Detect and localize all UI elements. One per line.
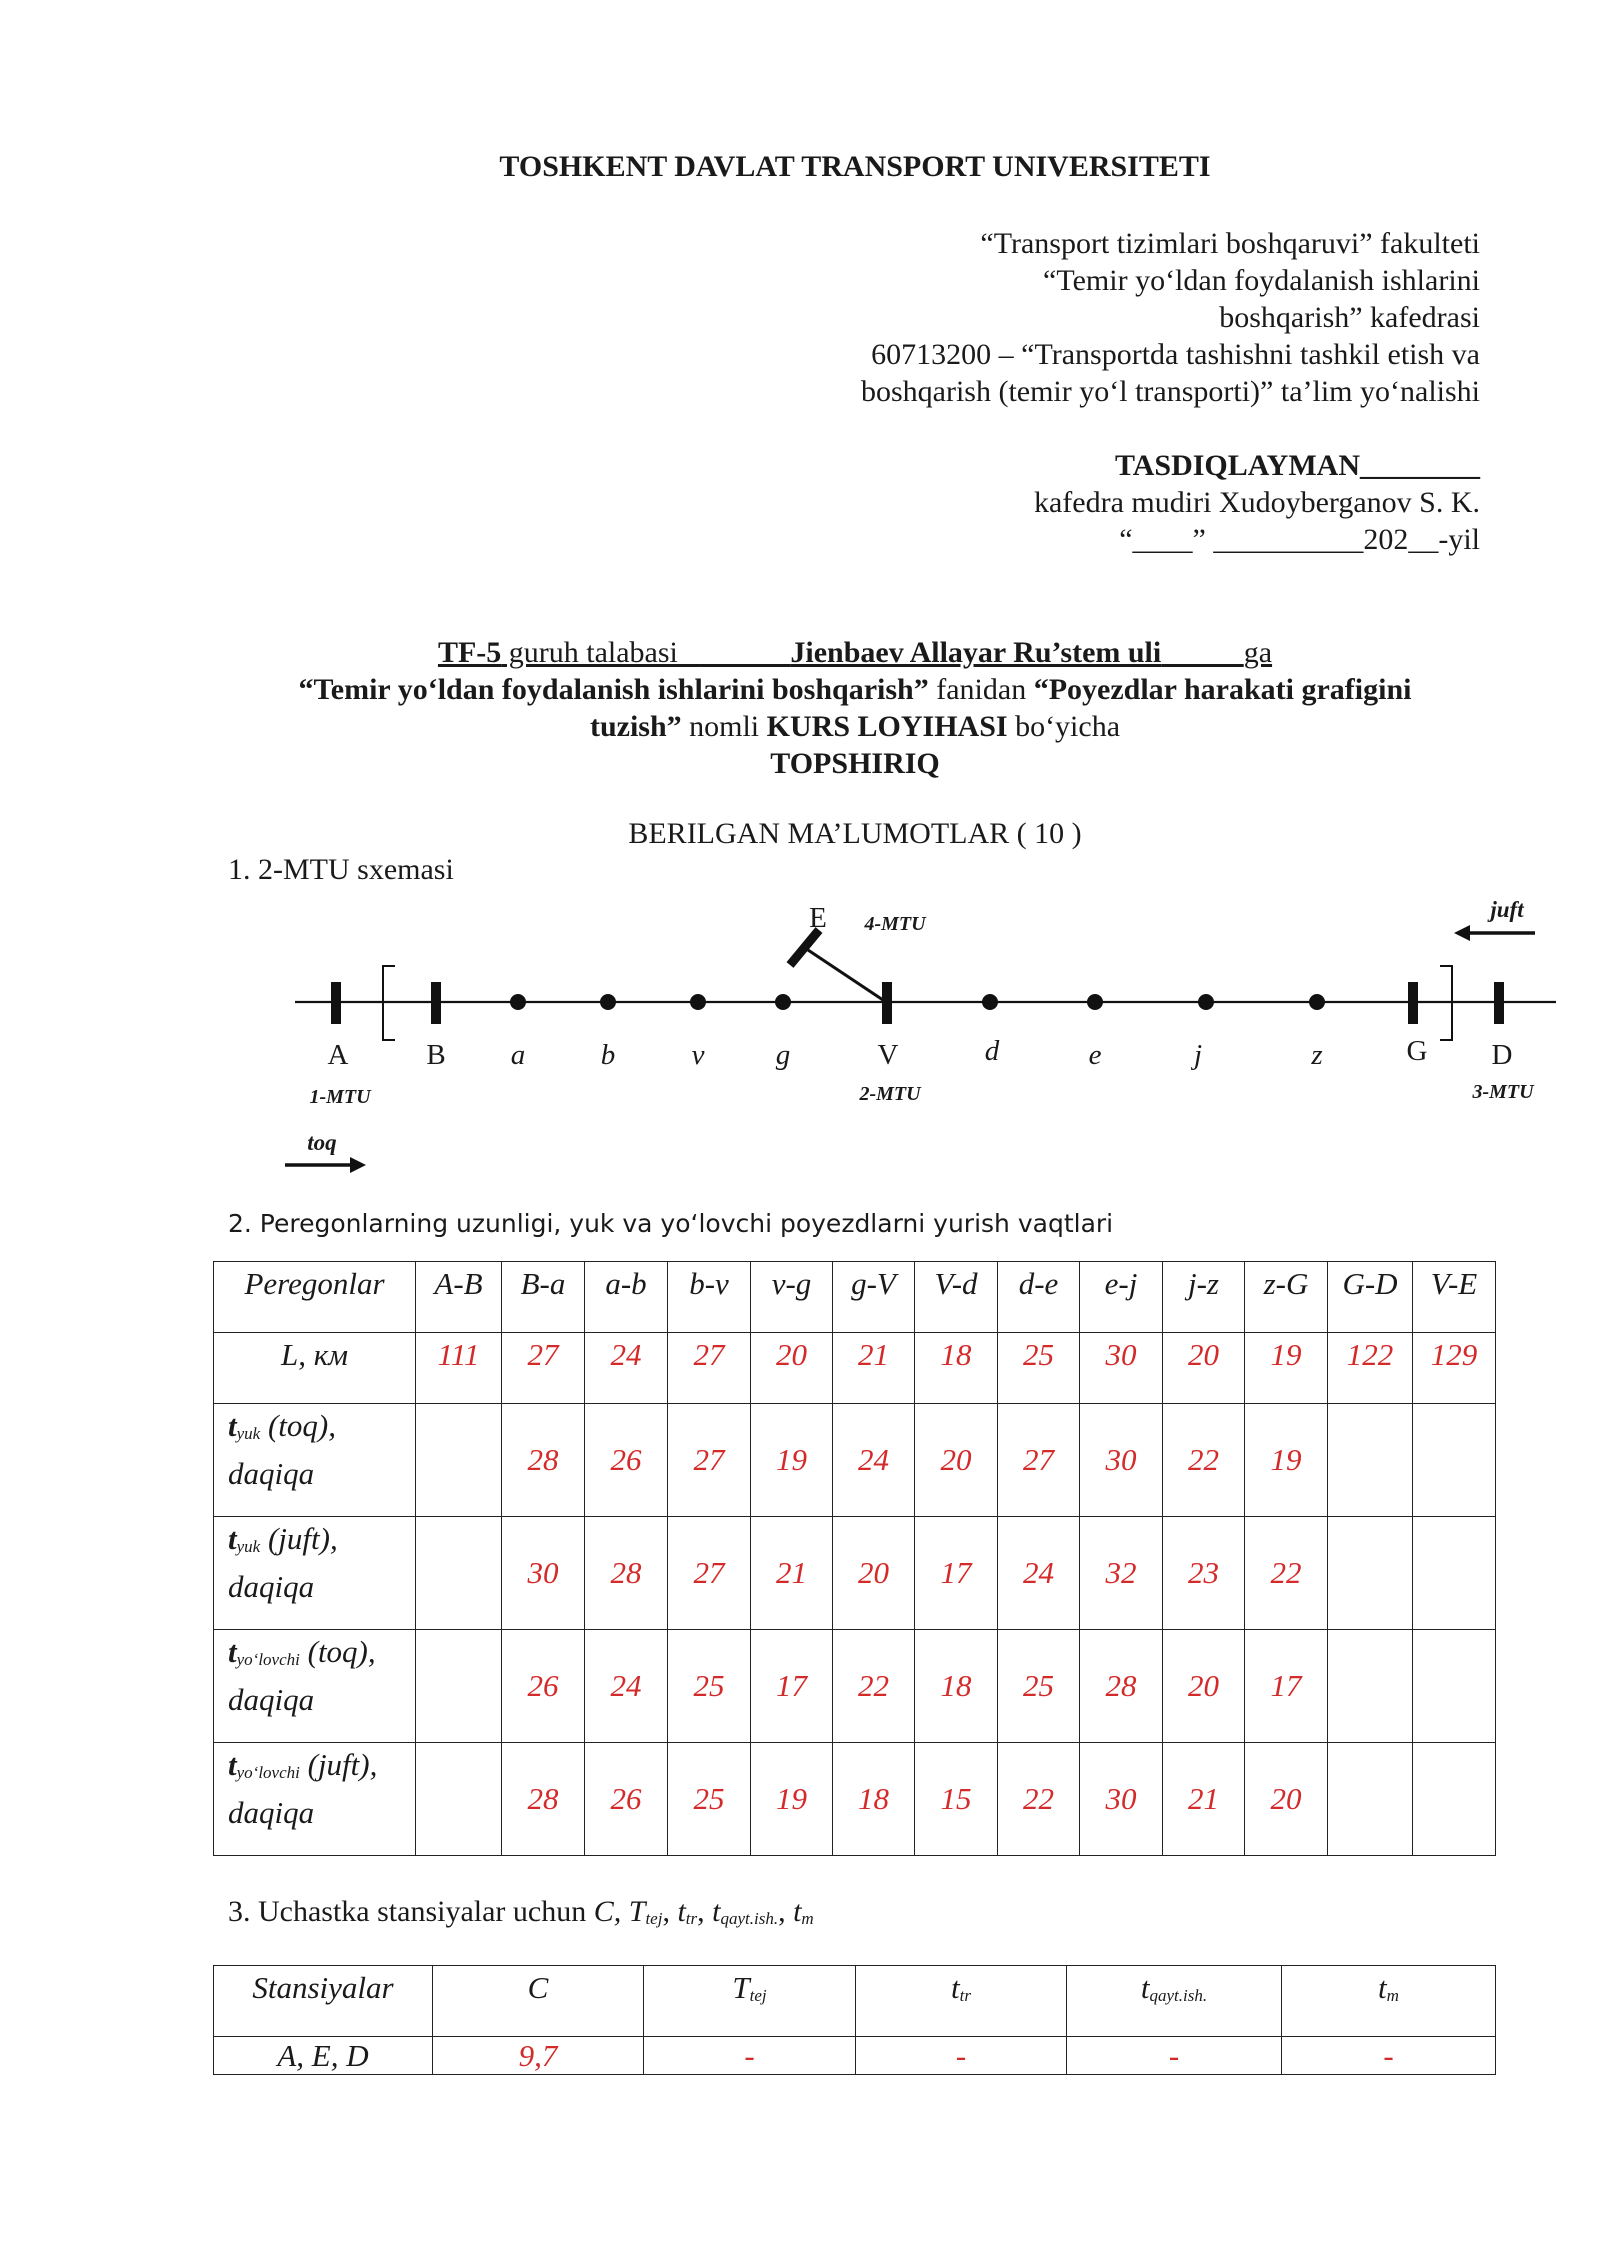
value-cell: 22 [998, 1743, 1080, 1856]
value-cell: 26 [585, 1743, 668, 1856]
faculty-line: boshqarish” kafedrasi [1219, 301, 1480, 334]
label-stop-d: d [984, 1035, 1000, 1067]
separator: , [662, 1895, 678, 1928]
section3-tqayt: t [712, 1895, 721, 1928]
label-stop-z: z [1311, 1039, 1323, 1071]
section3-tm: t [793, 1895, 802, 1928]
header-main: t [951, 1970, 960, 2005]
value-cell: 26 [502, 1630, 585, 1743]
label-juft-direction: juft [1490, 897, 1524, 922]
header-tm [1282, 1966, 1496, 2037]
faculty-block [580, 225, 1480, 410]
student-suffix: ga [1243, 636, 1273, 669]
value-cell: 24 [585, 1333, 668, 1404]
station-a-marker [331, 982, 341, 1024]
group-text: guruh talabasi _ [501, 636, 701, 669]
faculty-line: “Temir yo‘ldan foydalanish ishlarini [1043, 264, 1480, 297]
value-cell: 15 [915, 1743, 998, 1856]
value-cell [1413, 1404, 1496, 1517]
value-cell: 22 [833, 1630, 915, 1743]
value-cell: 20 [1163, 1630, 1245, 1743]
station-d-marker [1494, 982, 1504, 1024]
value-cell: 28 [1080, 1630, 1163, 1743]
value-cell: - [1067, 2037, 1282, 2075]
value-cell [1328, 1404, 1413, 1517]
label-stop-b: b [600, 1039, 616, 1071]
label-station-d: D [1491, 1039, 1513, 1071]
value-cell [1413, 1517, 1496, 1630]
header-cell: V-d [915, 1262, 998, 1333]
table-header-row [214, 1262, 1496, 1333]
subject-name: “Temir yo‘ldan foydalanish ishlarini boshqarish” [298, 673, 929, 706]
header-cell: V-E [1413, 1262, 1496, 1333]
header-cell: A-B [416, 1262, 502, 1333]
section3-title [228, 1893, 814, 1937]
row-label-t: t [228, 1747, 237, 1782]
label-stop-g: g [775, 1039, 791, 1071]
header-cell: g-V [833, 1262, 915, 1333]
value-cell: 30 [1080, 1404, 1163, 1517]
value-cell: 32 [1080, 1517, 1163, 1630]
table-row [214, 1404, 1496, 1517]
label-mtu3: 3-MTU [1472, 1081, 1534, 1103]
row-label-sub: yo‘lovchi [236, 1763, 300, 1782]
station-v-marker [882, 982, 892, 1024]
value-cell: 17 [751, 1630, 833, 1743]
row-label-unit: daqiqa [228, 1682, 315, 1717]
label-stop-v: v [691, 1039, 705, 1071]
station-g-marker [1408, 982, 1418, 1024]
table-row [214, 1743, 1496, 1856]
row-label-text: (juft), [260, 1521, 338, 1556]
kurs-text: KURS LOYIHASI [766, 710, 1008, 743]
section3-prefix: 3. Uchastka stansiyalar uchun [228, 1895, 594, 1928]
value-cell: 24 [585, 1630, 668, 1743]
separator: , [778, 1895, 794, 1928]
value-cell: 25 [668, 1630, 751, 1743]
value-cell: 21 [1163, 1743, 1245, 1856]
label-station-g: G [1406, 1035, 1428, 1067]
group-code: TF-5 [437, 636, 502, 669]
row-label-unit: daqiqa [228, 1795, 315, 1830]
value-cell: 19 [1245, 1404, 1328, 1517]
header-main: t [1378, 1970, 1387, 2005]
stop-j-dot [1198, 994, 1214, 1010]
value-cell: 26 [585, 1404, 668, 1517]
row-label-text: L, км [280, 1337, 349, 1372]
label-station-e: E [809, 902, 827, 934]
label-mtu2: 2-MTU [859, 1083, 921, 1105]
header-main: t [1140, 1970, 1150, 2005]
header-cell: b-v [668, 1262, 751, 1333]
section3-ttr: t [677, 1895, 686, 1928]
header-cell: v-g [751, 1262, 833, 1333]
header-cell: e-j [1080, 1262, 1163, 1333]
station-names-cell: A, E, D [214, 2037, 433, 2075]
value-cell: 27 [668, 1333, 751, 1404]
header-stansiyalar: Stansiyalar [214, 1966, 433, 2037]
header-cell: G-D [1328, 1262, 1413, 1333]
label-mtu4: 4-MTU [864, 913, 926, 935]
header-cell: d-e [998, 1262, 1080, 1333]
row-label-sub: yuk [236, 1537, 261, 1556]
value-cell [416, 1743, 502, 1856]
header-sub: tr [959, 1986, 971, 2005]
header-sub: tej [749, 1986, 767, 2005]
value-cell: 9,7 [433, 2037, 644, 2075]
stop-g-dot [775, 994, 791, 1010]
value-cell: 24 [998, 1517, 1080, 1630]
row-label-unit: daqiqa [228, 1456, 315, 1491]
station-b-marker [431, 982, 441, 1024]
row-label-t: t [228, 1408, 237, 1443]
topic-line [200, 708, 1510, 745]
stop-a-dot [510, 994, 526, 1010]
section3-tqayt-sub: qayt.ish. [720, 1909, 779, 1928]
value-cell: 20 [915, 1404, 998, 1517]
header-cell: z-G [1245, 1262, 1328, 1333]
value-cell: 27 [668, 1517, 751, 1630]
value-cell [1413, 1743, 1496, 1856]
separator: , [697, 1895, 713, 1928]
stations-table [213, 1965, 1496, 2075]
label-toq-direction: toq [307, 1130, 337, 1155]
value-cell: 21 [751, 1517, 833, 1630]
label-station-v: V [877, 1039, 899, 1071]
value-cell: 27 [502, 1333, 585, 1404]
value-cell: - [856, 2037, 1067, 2075]
header-peregonlar: Peregonlar [214, 1262, 416, 1333]
stop-d-dot [982, 994, 998, 1010]
value-cell [1328, 1630, 1413, 1743]
row-label [214, 1517, 416, 1630]
stop-e-dot [1087, 994, 1103, 1010]
value-cell: - [644, 2037, 856, 2075]
header-sub: m [1386, 1986, 1399, 2005]
value-cell: 19 [751, 1404, 833, 1517]
row-label-text: (toq), [260, 1408, 336, 1443]
row-label-unit: daqiqa [228, 1569, 315, 1604]
student-name: Jienbaev Allayar Ru’stem uli [790, 636, 1162, 669]
value-cell [1328, 1517, 1413, 1630]
value-cell: 24 [833, 1404, 915, 1517]
value-cell: 25 [998, 1333, 1080, 1404]
section3-tm-sub: m [801, 1909, 814, 1928]
value-cell: 18 [915, 1333, 998, 1404]
value-cell: 111 [416, 1333, 502, 1404]
value-cell: 28 [585, 1517, 668, 1630]
value-cell: 28 [502, 1743, 585, 1856]
approve-date: “____” __________202__-yil [1119, 523, 1480, 556]
faculty-line: 60713200 – “Transportda tashishni tashkil etish va [871, 338, 1480, 371]
faculty-line: “Transport tizimlari boshqaruvi” fakulteti [980, 227, 1480, 260]
label-station-a: A [327, 1039, 349, 1071]
mtu-scheme-diagram [0, 880, 1600, 1200]
value-cell [1328, 1743, 1413, 1856]
header-cell: j-z [1163, 1262, 1245, 1333]
value-cell: 21 [833, 1333, 915, 1404]
value-cell: 25 [998, 1630, 1080, 1743]
faculty-line: boshqarish (temir yo‘l transporti)” ta’lim yo‘nalishi [860, 375, 1480, 408]
header-sub: qayt.ish. [1149, 1986, 1208, 2005]
value-cell: 27 [998, 1404, 1080, 1517]
value-cell: 30 [1080, 1333, 1163, 1404]
label-stop-a: a [510, 1039, 526, 1071]
value-cell: 17 [1245, 1630, 1328, 1743]
header-ttr [856, 1966, 1067, 2037]
topshiriq-heading: TOPSHIRIQ [770, 747, 940, 780]
value-cell: 30 [502, 1517, 585, 1630]
row-label-sub: yuk [236, 1424, 261, 1443]
label-stop-j: j [1193, 1039, 1203, 1071]
row-label [214, 1404, 416, 1517]
label-mtu1: 1-MTU [309, 1086, 371, 1108]
assignment-block [200, 634, 1510, 782]
peregon-table [213, 1261, 1496, 1856]
university-title: TOSHKENT DAVLAT TRANSPORT UNIVERSITETI [499, 150, 1211, 183]
value-cell: 17 [915, 1517, 998, 1630]
section3-c: C, [593, 1895, 629, 1928]
header-cell: B-a [502, 1262, 585, 1333]
value-cell: 129 [1413, 1333, 1496, 1404]
table-row [214, 1333, 1496, 1404]
table-header-row [214, 1966, 1496, 2037]
table-row [214, 1517, 1496, 1630]
value-cell: 23 [1163, 1517, 1245, 1630]
boyicha-text: bo‘yicha [1007, 710, 1121, 743]
value-cell: 22 [1245, 1517, 1328, 1630]
value-cell: 20 [1245, 1743, 1328, 1856]
value-cell: 27 [668, 1404, 751, 1517]
stop-b-dot [600, 994, 616, 1010]
value-cell: 122 [1328, 1333, 1413, 1404]
section3-t-sub: tej [645, 1909, 663, 1928]
value-cell: 28 [502, 1404, 585, 1517]
row-label-t: t [228, 1521, 237, 1556]
label-stop-e: e [1088, 1039, 1102, 1071]
value-cell: 18 [833, 1743, 915, 1856]
value-cell: 19 [751, 1743, 833, 1856]
value-cell [1413, 1630, 1496, 1743]
value-cell [416, 1404, 502, 1517]
topic-name: “Poyezdlar harakati grafigini [1033, 673, 1412, 706]
value-cell [416, 1517, 502, 1630]
table-row [214, 1630, 1496, 1743]
label-station-b: B [426, 1039, 446, 1071]
header-tqayt [1067, 1966, 1282, 2037]
subject-line [200, 671, 1510, 708]
row-label-text: (juft), [299, 1747, 378, 1782]
blank-gap [1161, 636, 1244, 669]
row-label-sub: yo‘lovchi [236, 1650, 300, 1669]
value-cell: 30 [1080, 1743, 1163, 1856]
subject-connector: fanidan [928, 673, 1034, 706]
header-cell: a-b [585, 1262, 668, 1333]
department-head: kafedra mudiri Xudoyberganov S. K. [1033, 486, 1480, 519]
row-label-t: t [228, 1634, 237, 1669]
row-label [214, 1630, 416, 1743]
row-label-text: (toq), [299, 1634, 376, 1669]
approve-heading: TASDIQLAYMAN________ [1114, 449, 1480, 482]
stop-v-dot [690, 994, 706, 1010]
value-cell: 22 [1163, 1404, 1245, 1517]
section1-title: 1. 2-MTU sxemasi [228, 853, 454, 886]
table-row [214, 2037, 1496, 2075]
stop-z-dot [1309, 994, 1325, 1010]
value-cell: 25 [668, 1743, 751, 1856]
header-main: T [732, 1970, 750, 2005]
value-cell: 20 [1163, 1333, 1245, 1404]
row-label [214, 1743, 416, 1856]
section3-ttr-sub: tr [685, 1909, 698, 1928]
value-cell: 20 [833, 1517, 915, 1630]
approval-block [780, 447, 1480, 558]
header-c: C [433, 1966, 644, 2037]
nomli-text: nomli [681, 710, 767, 743]
given-data-heading: BERILGAN MA’LUMOTLAR ( 10 ) [628, 817, 1082, 850]
value-cell: 20 [751, 1333, 833, 1404]
section2-title: 2. Peregonlarning uzunligi, yuk va yo‘lovchi poyezdlarni yurish vaqtlari [228, 1209, 1114, 1238]
row-label [214, 1333, 416, 1404]
section3-t: T [628, 1895, 646, 1928]
topic-name-end: tuzish” [589, 710, 682, 743]
value-cell: - [1282, 2037, 1496, 2075]
value-cell [416, 1630, 502, 1743]
header-ttej [644, 1966, 856, 2037]
blank-gap [700, 636, 790, 669]
value-cell: 19 [1245, 1333, 1328, 1404]
student-line [200, 634, 1510, 671]
value-cell: 18 [915, 1630, 998, 1743]
